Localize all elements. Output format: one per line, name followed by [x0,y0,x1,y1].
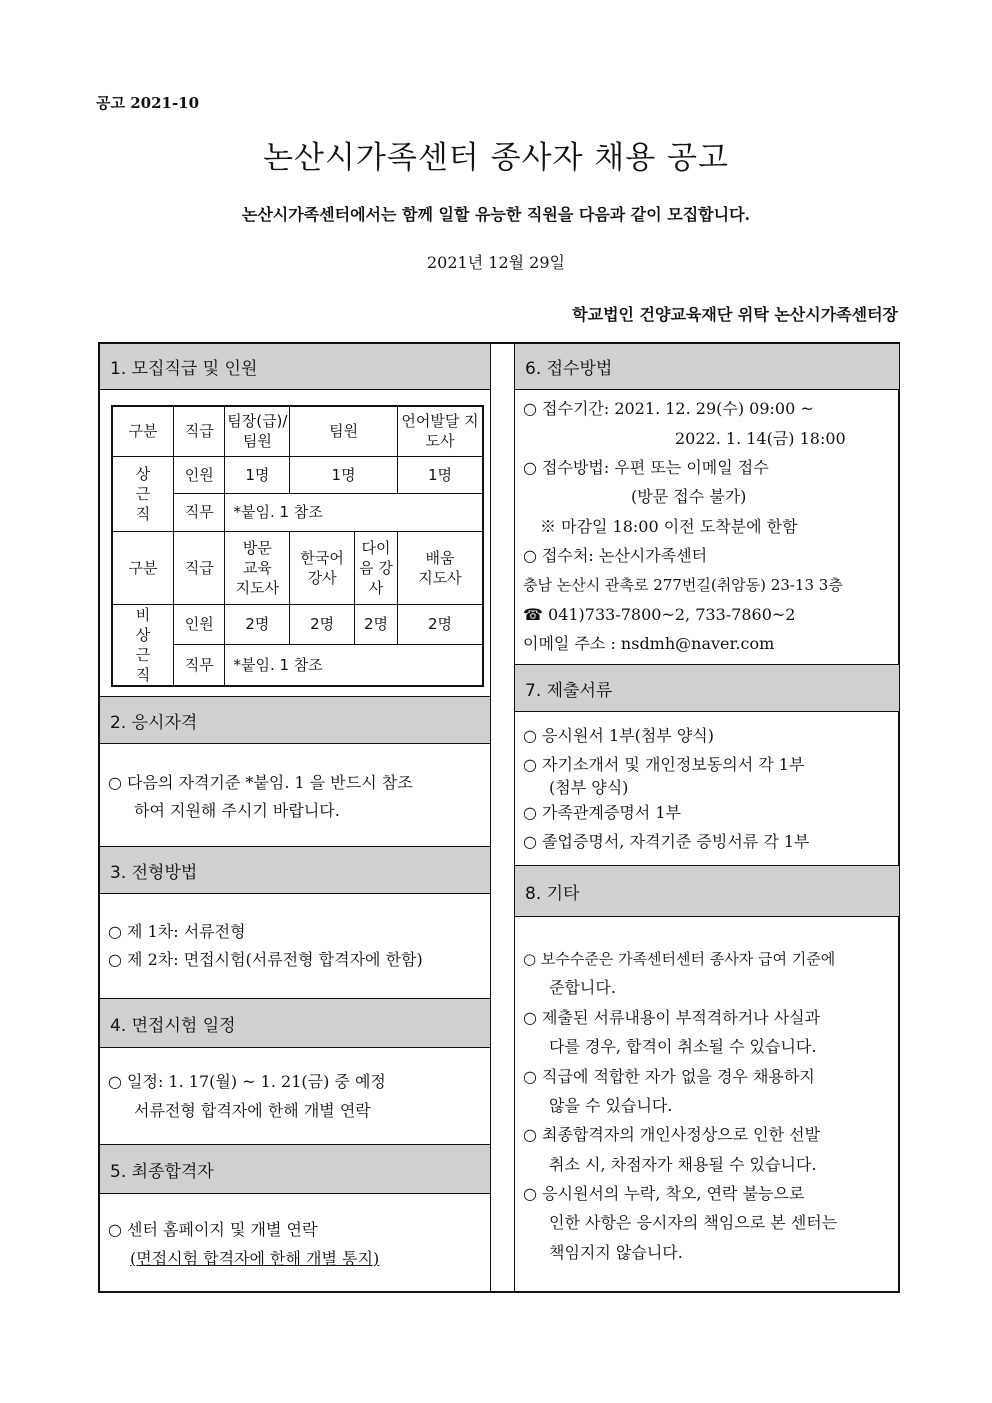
issuer: 학교법인 건양교육재단 위탁 논산시가족센터장 [572,305,898,324]
section-3-line: ○ 제 2차: 면접시험(서류전형 합격자에 한함) [108,950,423,969]
section-8-line: 않을 수 있습니다. [549,1096,673,1115]
people-count: 2명 [355,604,398,645]
people-count: 1명 [290,456,398,493]
people-count: 1명 [397,456,483,493]
section-6-heading: 6. 접수방법 [515,344,899,390]
section-6-line: 충남 논산시 관촉로 277번길(취암동) 23-13 3층 [523,576,843,594]
people-count: 2명 [225,604,290,645]
nonregular-label: 비상근직 [112,604,173,686]
regular-label: 상근직 [112,456,173,531]
header-gubun: 구분 [112,406,173,456]
section-8-line: ○ 제출된 서류내용이 부적격하거나 사실과 [523,1008,821,1027]
section-2-line: 하여 지원해 주시기 바랍니다. [134,801,340,820]
section-7-line: ○ 가족관계증명서 1부 [523,803,681,822]
duty-text: *붙임. 1 참조 [225,645,483,686]
grade-daieum-instructor: 다이음 강사 [355,531,398,604]
grade-visit-educator: 방문 교육 지도사 [225,531,290,604]
section-5-line: ○ 센터 홈페이지 및 개별 연락 [108,1220,318,1239]
grade-korean-instructor: 한국어 강사 [290,531,355,604]
section-8-line: ○ 응시원서의 누락, 착오, 연락 불능으로 [523,1184,805,1203]
section-6-line: 이메일 주소 : nsdmh@naver.com [523,634,775,653]
header-grade: 직급 [173,406,225,456]
recruit-table [111,405,484,687]
header-grade: 직급 [173,531,225,604]
page-title: 논산시가족센터 종사자 채용 공고 [263,140,729,176]
row-duty-label: 직무 [173,645,225,686]
people-count: 2명 [290,604,355,645]
section-5-heading: 5. 최종합격자 [100,1144,490,1194]
section-6-line: ☎ 041)733-7800~2, 733-7860~2 [523,605,796,624]
people-count: 2명 [397,604,483,645]
header-gubun: 구분 [112,531,173,604]
section-2-line: ○ 다음의 자격기준 *붙임. 1 을 반드시 참조 [108,773,413,792]
section-5-line: (면접시험 합격자에 한해 개별 통지) [130,1249,380,1268]
section-4-line: ○ 일정: 1. 17(월) ~ 1. 21(금) 중 예정 [108,1072,386,1091]
section-8-line: 준합니다. [549,978,616,997]
row-duty-label: 직무 [173,493,225,531]
section-4-heading: 4. 면접시험 일정 [100,998,490,1048]
notice-date: 2021년 12월 29일 [427,253,565,272]
grade-language-instructor: 언어발달 지도사 [397,406,483,456]
section-8-line: ○ 최종합격자의 개인사정상으로 인한 선발 [523,1125,821,1144]
section-8-line: ○ 직급에 적합한 자가 없을 경우 채용하지 [523,1067,815,1086]
section-7-line: (첨부 양식) [549,778,629,797]
section-7-heading: 7. 제출서류 [515,664,899,712]
section-8-heading: 8. 기타 [515,865,899,917]
column-divider-left [490,342,491,1293]
section-2-heading: 2. 응시자격 [100,696,490,744]
section-6-line: ○ 접수방법: 우편 또는 이메일 접수 [523,458,769,477]
notice-number: 공고 2021-10 [96,94,200,112]
section-7-line: ○ 응시원서 1부(첨부 양식) [523,726,714,745]
row-people-label: 인원 [173,456,225,493]
section-7-line: ○ 자기소개서 및 개인정보동의서 각 1부 [523,755,805,774]
section-6-line: 2022. 1. 14(금) 18:00 [675,429,846,448]
column-divider-right [514,342,515,1293]
people-count: 1명 [225,456,290,493]
section-1-heading: 1. 모집직급 및 인원 [100,344,490,390]
section-6-line: ○ 접수처: 논산시가족센터 [523,546,708,565]
section-8-line: 취소 시, 차점자가 채용될 수 있습니다. [549,1155,817,1174]
section-6-line: (방문 접수 불가) [631,487,747,506]
section-4-line: 서류전형 합격자에 한해 개별 연락 [134,1101,371,1120]
section-3-line: ○ 제 1차: 서류전형 [108,922,246,941]
grade-team-leader: 팀장(급)/ 팀원 [225,406,290,456]
section-8-line: 책임지지 않습니다. [549,1243,683,1262]
section-6-line: ○ 접수기간: 2021. 12. 29(수) 09:00 ~ [523,399,814,418]
section-8-line: 인한 사항은 응시자의 책임으로 본 센터는 [549,1213,838,1232]
section-8-line: ○ 보수수준은 가족센터센터 종사자 급여 기준에 [523,950,836,968]
section-8-line: 다를 경우, 합격이 취소될 수 있습니다. [549,1037,817,1056]
grade-team-member: 팀원 [290,406,398,456]
row-people-label: 인원 [173,604,225,645]
duty-text: *붙임. 1 참조 [225,493,483,531]
section-6-line: ※ 마감일 18:00 이전 도착분에 한함 [540,517,798,536]
section-3-heading: 3. 전형방법 [100,846,490,894]
section-7-line: ○ 졸업증명서, 자격기준 증빙서류 각 1부 [523,832,810,851]
grade-learning-instructor: 배움 지도사 [397,531,483,604]
page-subtitle: 논산시가족센터에서는 함께 일할 유능한 직원을 다음과 같이 모집합니다. [241,205,751,224]
